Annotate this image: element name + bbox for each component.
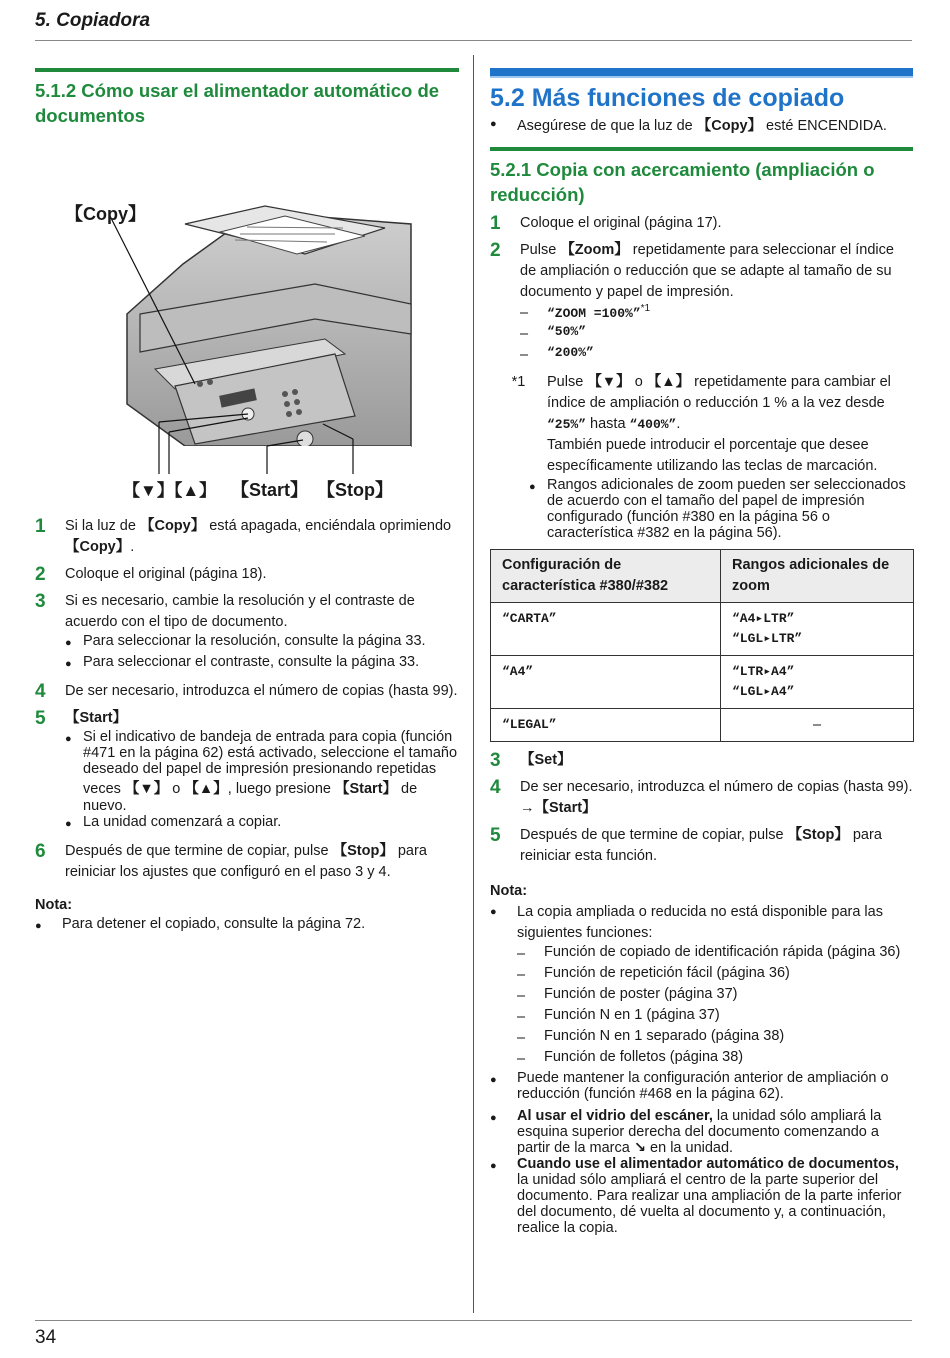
note-item: ● Puede mantener la configuración anterior de ampliación o reducción (función #468 en la página 62). bbox=[490, 1070, 889, 1102]
right-column bbox=[490, 68, 913, 1236]
zoom-step-5: 5 Después de que termine de copiar, pulse 【Stop】 para reiniciar esta función. bbox=[490, 825, 882, 864]
step-6: 6 Después de que termine de copiar, pulse 【Stop】 para reiniciar los ajustes que configuró en el paso 3 y 4. bbox=[35, 841, 427, 880]
step-4: 4 De ser necesario, introduzca el número de copias (hasta 99). bbox=[35, 681, 458, 702]
list-item: – “50%” bbox=[520, 324, 587, 342]
step-3: 3 Si es necesario, cambie la resolución y el contraste de acuerdo con el tipo de documento. ● Para seleccionar la resolución, consulte la página 33. ● Para seleccionar el contraste, consulte la página 33. bbox=[35, 591, 459, 675]
table-row: “A4” “LTR▸A4” “LGL▸A4” bbox=[491, 656, 914, 709]
list-item: ● Para seleccionar el contraste, consulte la página 33. bbox=[65, 654, 420, 670]
list-item: ● Si el indicativo de bandeja de entrada para copia (función #471 en la página 62) está activado, seleccione el tamaño deseado del papel de impresión presionando repetidas veces 【▼】 o 【▲】, luego presione 【Start】 de nuevo. bbox=[65, 729, 458, 814]
table-header-row: Configuración de característica #380/#382 Rangos adicionales de zoom bbox=[491, 550, 914, 603]
heading-rule bbox=[35, 68, 459, 72]
zoom-heading: 5.2.1 Copia con acercamiento (ampliación o reducción) bbox=[490, 159, 875, 205]
step-5: 5 【Start】 ● Si el indicativo de bandeja de entrada para copia (función #471 en la página 62) está activado, seleccione el tamaño deseado del papel de impresión presionando repetidas veces 【▼】 o 【▲】, luego presione 【Start】 de nuevo. ● La unidad comenzará a copiar. bbox=[35, 708, 459, 835]
intro-item: ● Asegúrese de que la luz de 【Copy】 esté ENCENDIDA. bbox=[490, 118, 887, 134]
list-item: – “ZOOM =100%”$^{*1}$ bbox=[520, 303, 651, 321]
zoom-step-3: 3 【Set】 bbox=[490, 750, 572, 771]
adf-steps bbox=[35, 516, 459, 883]
section-title: 5. Copiadora bbox=[35, 10, 151, 31]
note-item: ● Cuando use el alimentador automático de documentos, la unidad sólo ampliará el centro de la parte superior del documento. Para realizar una ampliación de la parte inferior del documento, dé vuelta al documento y, a continuación, realice la copia. bbox=[490, 1156, 902, 1236]
adf-heading: 5.1.2 Cómo usar el alimentador automático de documentos bbox=[35, 80, 440, 126]
table-row: “LEGAL” – bbox=[491, 709, 914, 742]
page-footer bbox=[35, 1320, 912, 1349]
copy-key-callout: 【Copy】 bbox=[65, 204, 146, 224]
zoom-step-2: 2 Pulse 【Zoom】 repetidamente para seleccionar el índice de ampliación o reducción que se adapte al tamaño de su documento y papel de impresión. – “ZOOM =100%”$^{*1}$ – “50%” – “200%” bbox=[490, 240, 913, 366]
page-number: 34 bbox=[35, 1327, 57, 1348]
arrow-keys-callout: 【▼】【▲】 bbox=[123, 481, 217, 500]
note-title: Nota: bbox=[35, 897, 73, 913]
start-key-callout: 【Start】 bbox=[231, 480, 309, 500]
page-header bbox=[35, 8, 912, 41]
note-title: Nota: bbox=[490, 883, 528, 899]
list-item: – “200%” bbox=[520, 345, 594, 363]
step-1: 1 Si la luz de 【Copy】 está apagada, enciéndala oprimiendo 【Copy】. bbox=[35, 516, 452, 555]
page-title: 5.2 Más funciones de copiado bbox=[490, 84, 845, 112]
heading-rule bbox=[490, 147, 913, 151]
left-column bbox=[35, 68, 459, 937]
note-item: ● La copia ampliada o reducida no está disponible para las siguientes funciones: – Función de copiado de identificación rápida (página 36) – Función de repetición fácil (página 36) – Función de poster (página 37) – Función N en 1 (página 37) – Función N en 1 separado (página 38) – Función de folletos (página 38) bbox=[490, 904, 901, 1067]
stop-key-callout: 【Stop】 bbox=[317, 480, 393, 500]
scanner-mark-icon: ↘ bbox=[633, 1140, 647, 1156]
copier-diagram bbox=[35, 154, 459, 500]
note-item: ● Al usar el vidrio del escáner, la unidad sólo ampliará la esquina superior derecha del documento comenzando a partir de la marca ↘ en la unidad. bbox=[490, 1108, 882, 1156]
list-item: ● La unidad comenzará a copiar. bbox=[65, 814, 282, 830]
note-item: ● Para detener el copiado, consulte la página 72. bbox=[35, 916, 366, 932]
footnote: *1 Pulse 【▼】 o 【▲】 repetidamente para cambiar el índice de ampliación o reducción 1 % a la vez desde “25%” hasta “400%”. También puede introducir el porcentaje que desee específicamente utilizando las teclas de marcación. bbox=[511, 374, 891, 474]
table-row: “CARTA” “A4▸LTR” “LGL▸LTR” bbox=[491, 603, 914, 656]
step-2: 2 Coloque el original (página 18). bbox=[35, 564, 267, 585]
list-item: ● Para seleccionar la resolución, consulte la página 33. bbox=[65, 633, 426, 649]
zoom-ranges-table bbox=[490, 549, 914, 742]
zoom-step-4: 4 De ser necesario, introduzca el número de copias (hasta 99). →【Start】 bbox=[490, 777, 913, 816]
column-divider bbox=[473, 55, 474, 1313]
title-rule bbox=[490, 68, 913, 78]
zoom-step-1: 1 Coloque el original (página 17). bbox=[490, 213, 722, 234]
footnote-item: ● Rangos adicionales de zoom pueden ser seleccionados de acuerdo con el tamaño del papel de impresión configurado (función #380 en la página 56 o característica #382 en la página 56). bbox=[529, 477, 906, 541]
